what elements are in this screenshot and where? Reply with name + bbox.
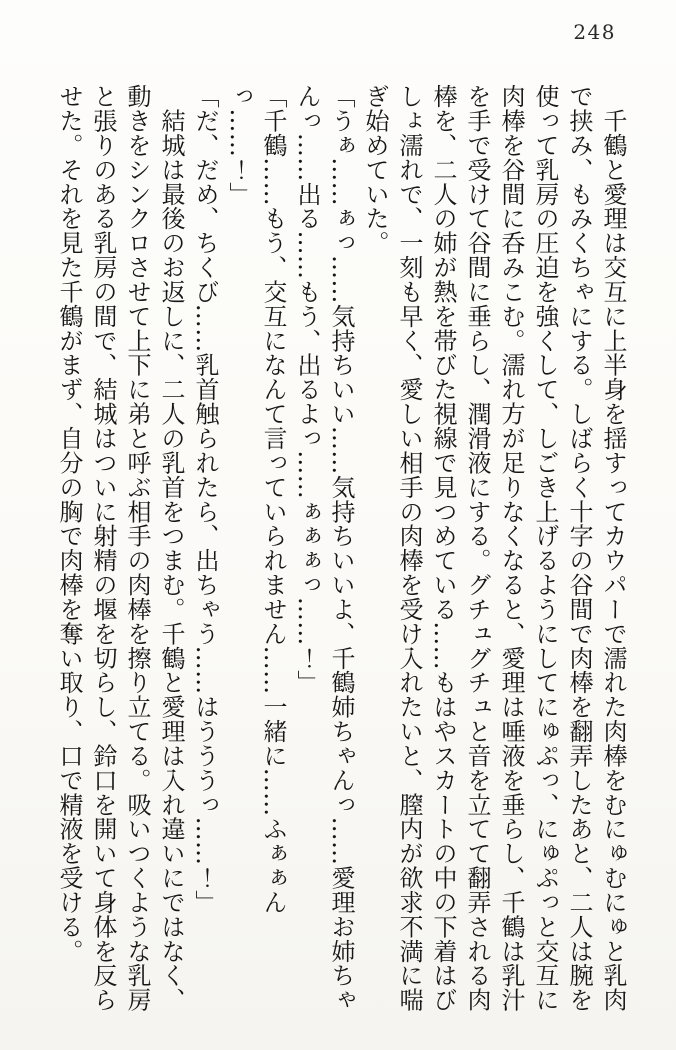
paragraph-narration-2: 結城は最後のお返しに、二人の乳首をつまむ。千鶴と愛理は入れ違いにではなく、動きをシンクロさせて上下に弟と呼ぶ相手の肉棒を擦り立てる。吸いつくような乳房と張りのある乳房の間で、結城はついに射精の堰を切らし、鈴口を開いて身体を反らせた。それを見た千鶴がまず、自分の胸で肉棒を奪い取り、口で精液を受ける。 bbox=[55, 84, 185, 1012]
body-text bbox=[52, 84, 630, 1012]
paragraph-dialogue-2: 「千鶴……もう、交互になんて言っていられません……一緒に……ふぁぁんっ……！」 bbox=[225, 84, 287, 915]
page-number: 248 bbox=[573, 20, 616, 44]
paragraph-dialogue-3: 「だ、だめ、ちくび……乳首触られたら、出ちゃう……はうううっ……！」 bbox=[191, 84, 219, 915]
paragraph-dialogue-1: 「うぁ……ぁっ……気持ちいい……気持ちいいよ、千鶴姉ちゃんっ……愛理お姉ちゃんっ……出る……もう、出るよっ……ぁぁぁっ……！」 bbox=[293, 84, 355, 1012]
paragraph-narration-1: 千鶴と愛理は交互に上半身を揺すってカウパーで濡れた肉棒をむにゅむにゅと乳肉で挟み、もみくちゃにする。しばらく十字の谷間で肉棒を翻弄したあと、二人は腕を使って乳房の圧迫を強くして、しごき上げるようにしてにゅぷっ、にゅぷっと交互に肉棒を谷間に呑みこむ。濡れ方が足りなくなると、愛理は唾液を垂らし、千鶴は乳汁を手で受けて谷間に垂らし、潤滑液にする。グチュグチュと音を立てて翻弄される肉棒を、二人の姉が熱を帯びた視線で見つめている……もはやスカートの中の下着はびしょ濡れで、一刻も早く、愛しい相手の肉棒を受け入れたいと、膣内が欲求不満に喘ぎ始めていた。 bbox=[361, 84, 627, 1012]
